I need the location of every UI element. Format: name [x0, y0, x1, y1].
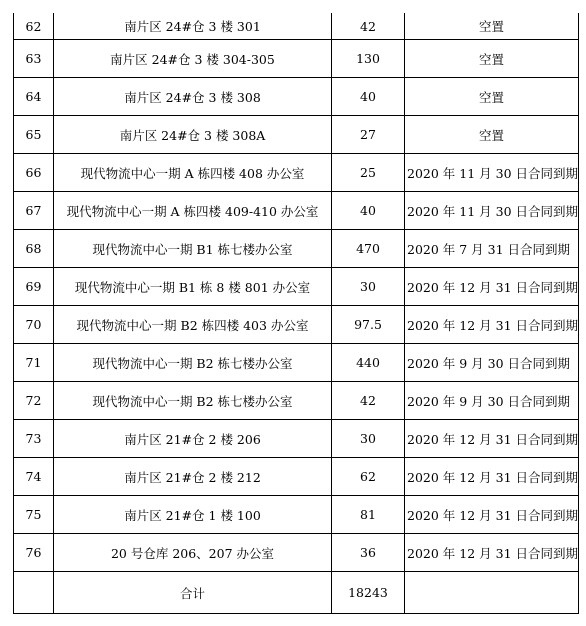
row-location: 现代物流中心一期 A 栋四楼 409-410 办公室	[54, 192, 332, 230]
row-location: 现代物流中心一期 B1 栋七楼办公室	[54, 230, 332, 268]
row-number: 69	[14, 268, 54, 306]
table-row	[14, 344, 579, 382]
row-location: 现代物流中心一期 B2 栋七楼办公室	[54, 382, 332, 420]
row-location: 20 号仓库 206、207 办公室	[54, 534, 332, 572]
row-status: 2020 年 11 月 30 日合同到期	[405, 192, 579, 230]
row-location: 南片区 24#仓 3 楼 301	[54, 13, 332, 40]
row-number: 68	[14, 230, 54, 268]
row-area: 440	[332, 344, 405, 382]
table-row	[14, 78, 579, 116]
row-area: 36	[332, 534, 405, 572]
row-location: 现代物流中心一期 B2 栋七楼办公室	[54, 344, 332, 382]
row-status: 2020 年 11 月 30 日合同到期	[405, 154, 579, 192]
row-status: 空置	[405, 40, 579, 78]
row-number: 66	[14, 154, 54, 192]
row-area: 42	[332, 13, 405, 40]
row-area: 30	[332, 420, 405, 458]
table-row	[14, 382, 579, 420]
row-number: 65	[14, 116, 54, 154]
row-number: 63	[14, 40, 54, 78]
table-row	[14, 420, 579, 458]
table-row	[14, 268, 579, 306]
total-label: 合计	[54, 572, 332, 614]
row-status: 2020 年 7 月 31 日合同到期	[405, 230, 579, 268]
row-number: 67	[14, 192, 54, 230]
row-area: 470	[332, 230, 405, 268]
row-location: 南片区 21#仓 2 楼 206	[54, 420, 332, 458]
row-area: 40	[332, 78, 405, 116]
row-location: 南片区 24#仓 3 楼 308A	[54, 116, 332, 154]
row-status: 空置	[405, 13, 579, 40]
row-number: 76	[14, 534, 54, 572]
row-area: 97.5	[332, 306, 405, 344]
row-area: 30	[332, 268, 405, 306]
row-area: 42	[332, 382, 405, 420]
table-body	[14, 13, 579, 614]
table-row	[14, 534, 579, 572]
row-location: 现代物流中心一期 B2 栋四楼 403 办公室	[54, 306, 332, 344]
row-area: 27	[332, 116, 405, 154]
row-area: 62	[332, 458, 405, 496]
row-number: 70	[14, 306, 54, 344]
total-area: 18243	[332, 572, 405, 614]
row-status: 空置	[405, 116, 579, 154]
table-row	[14, 116, 579, 154]
table-row	[14, 496, 579, 534]
row-number: 72	[14, 382, 54, 420]
row-status: 2020 年 9 月 30 日合同到期	[405, 382, 579, 420]
row-area: 40	[332, 192, 405, 230]
row-location: 南片区 21#仓 1 楼 100	[54, 496, 332, 534]
row-location: 南片区 21#仓 2 楼 212	[54, 458, 332, 496]
total-row	[14, 572, 579, 614]
row-location: 南片区 24#仓 3 楼 308	[54, 78, 332, 116]
table-row	[14, 458, 579, 496]
row-area: 25	[332, 154, 405, 192]
row-status: 2020 年 12 月 31 日合同到期	[405, 534, 579, 572]
total-status-empty	[405, 572, 579, 614]
table-row	[14, 13, 579, 40]
row-status: 2020 年 12 月 31 日合同到期	[405, 268, 579, 306]
table-row	[14, 154, 579, 192]
row-status: 空置	[405, 78, 579, 116]
row-number: 75	[14, 496, 54, 534]
total-empty-cell	[14, 572, 54, 614]
row-number: 73	[14, 420, 54, 458]
row-location: 现代物流中心一期 A 栋四楼 408 办公室	[54, 154, 332, 192]
table-row	[14, 230, 579, 268]
row-status: 2020 年 12 月 31 日合同到期	[405, 306, 579, 344]
row-status: 2020 年 12 月 31 日合同到期	[405, 420, 579, 458]
row-location: 现代物流中心一期 B1 栋 8 楼 801 办公室	[54, 268, 332, 306]
row-area: 81	[332, 496, 405, 534]
row-status: 2020 年 9 月 30 日合同到期	[405, 344, 579, 382]
row-number: 64	[14, 78, 54, 116]
row-status: 2020 年 12 月 31 日合同到期	[405, 458, 579, 496]
table-row	[14, 40, 579, 78]
row-location: 南片区 24#仓 3 楼 304-305	[54, 40, 332, 78]
property-table	[13, 13, 579, 614]
table-row	[14, 192, 579, 230]
row-number: 62	[14, 13, 54, 40]
table-row	[14, 306, 579, 344]
row-number: 71	[14, 344, 54, 382]
row-status: 2020 年 12 月 31 日合同到期	[405, 496, 579, 534]
row-area: 130	[332, 40, 405, 78]
row-number: 74	[14, 458, 54, 496]
